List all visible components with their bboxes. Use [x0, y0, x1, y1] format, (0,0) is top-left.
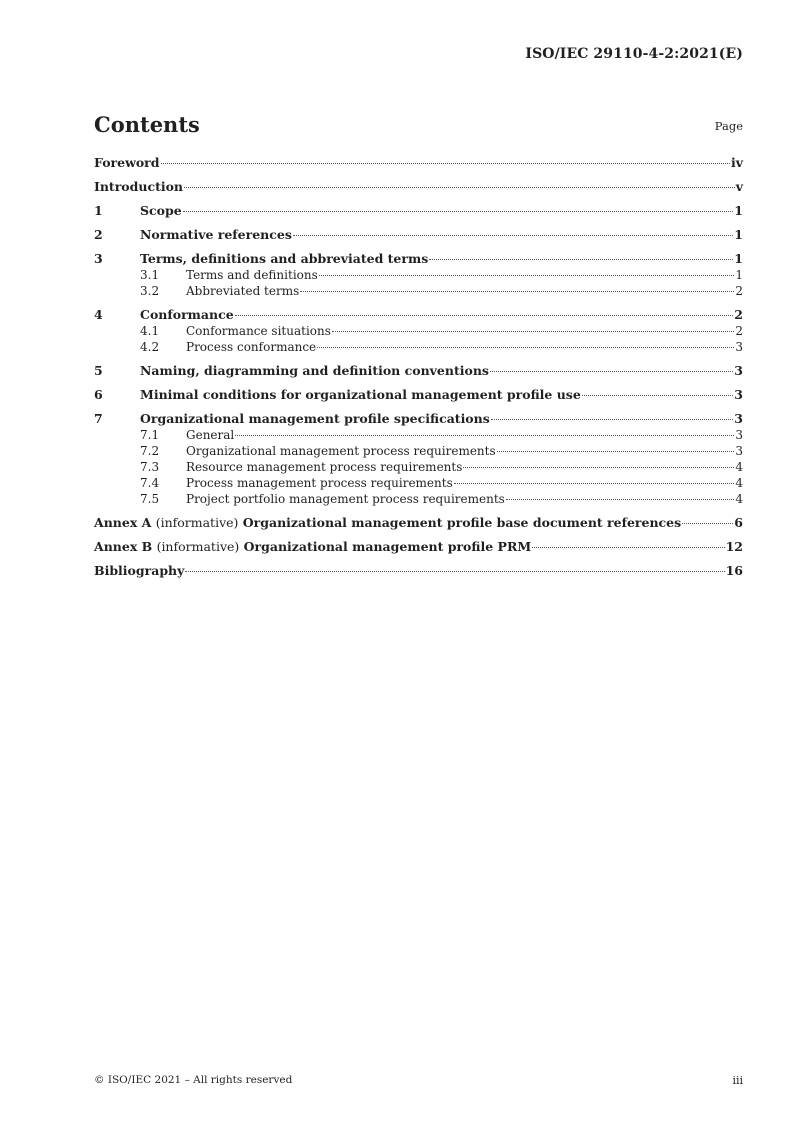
toc-page: iv — [730, 155, 743, 170]
toc-page: 3 — [735, 428, 743, 442]
toc-entry-foreword[interactable] — [94, 155, 743, 171]
contents-title: Contents — [94, 112, 200, 137]
toc-title: Foreword — [94, 155, 160, 170]
toc-number: 5 — [94, 363, 103, 378]
dot-leader — [235, 315, 734, 316]
dot-leader — [682, 523, 733, 524]
toc-title: Scope — [140, 203, 182, 218]
dot-leader — [317, 347, 734, 348]
annex-title: Organizational management profile base document references — [242, 515, 682, 530]
toc-title: Process conformance — [186, 340, 317, 354]
toc-page: 4 — [735, 460, 743, 474]
toc-page: 1 — [735, 268, 743, 282]
dot-leader — [183, 211, 734, 212]
toc-page: 1 — [734, 251, 743, 266]
toc-entry-normative-references[interactable] — [94, 227, 743, 243]
toc-entry-conformance-situations[interactable] — [94, 323, 743, 339]
toc-page: 6 — [734, 515, 743, 530]
dot-leader — [582, 395, 734, 396]
toc-page: 2 — [735, 284, 743, 298]
dot-leader — [293, 235, 733, 236]
annex-label: Annex A — [94, 515, 152, 530]
toc-entry-process-conformance[interactable] — [94, 339, 743, 355]
toc-entry-bibliography[interactable] — [94, 563, 743, 579]
document-code: ISO/IEC 29110-4-2:2021(E) — [525, 46, 743, 62]
toc-page: 1 — [734, 203, 743, 218]
toc-entry-terms-and-definitions[interactable] — [94, 267, 743, 283]
annex-label: Annex B — [94, 539, 153, 554]
page-column-label: Page — [714, 119, 743, 133]
dot-leader — [491, 419, 734, 420]
copyright-notice: © ISO/IEC 2021 – All rights reserved — [94, 1074, 293, 1086]
toc-number: 7.4 — [140, 476, 160, 490]
toc-number: 6 — [94, 387, 103, 402]
toc-number: 7.1 — [140, 428, 160, 442]
dot-leader — [319, 275, 735, 276]
toc-title: Process management process requirements — [186, 476, 453, 490]
toc-number: 4.2 — [140, 340, 160, 354]
annex-title: Organizational management profile PRM — [243, 539, 532, 554]
toc-entry-abbreviated-terms[interactable] — [94, 283, 743, 299]
toc-page: 3 — [735, 444, 743, 458]
annex-type: (informative) — [156, 539, 240, 554]
toc-title: Introduction — [94, 179, 184, 194]
toc-number: 3 — [94, 251, 103, 266]
toc-title: Bibliography — [94, 563, 185, 578]
dot-leader — [454, 483, 735, 484]
toc-title — [94, 539, 531, 555]
toc-title: Abbreviated terms — [186, 284, 300, 298]
dot-leader — [490, 371, 733, 372]
toc-number: 4 — [94, 307, 103, 322]
toc-title: Naming, diagramming and definition conventions — [140, 363, 489, 378]
toc-page: 4 — [735, 476, 743, 490]
toc-page: 2 — [735, 324, 743, 338]
toc-entry-terms-definitions[interactable] — [94, 251, 743, 267]
toc-page: 3 — [734, 363, 743, 378]
toc-number: 7 — [94, 411, 103, 426]
toc-entry-profile-specifications[interactable] — [94, 411, 743, 427]
toc-number: 3.2 — [140, 284, 160, 298]
table-of-contents — [94, 155, 743, 579]
toc-entry-conformance[interactable] — [94, 307, 743, 323]
toc-page: 3 — [734, 411, 743, 426]
toc-page: 12 — [725, 539, 743, 554]
toc-entry-resource-management-process[interactable] — [94, 459, 743, 475]
toc-title: Conformance — [140, 307, 234, 322]
toc-title: Project portfolio management process requirements — [186, 492, 505, 506]
toc-number: 7.2 — [140, 444, 160, 458]
toc-number: 7.3 — [140, 460, 160, 474]
dot-leader — [429, 259, 733, 260]
toc-entry-introduction[interactable] — [94, 179, 743, 195]
dot-leader — [184, 187, 735, 188]
toc-entry-organizational-management-process[interactable] — [94, 443, 743, 459]
toc-title: Organizational management profile specifications — [140, 411, 490, 426]
toc-page: 3 — [734, 387, 743, 402]
dot-leader — [161, 163, 730, 164]
toc-page: 1 — [734, 227, 743, 242]
dot-leader — [332, 331, 734, 332]
toc-number: 7.5 — [140, 492, 160, 506]
toc-entry-project-portfolio-process[interactable] — [94, 491, 743, 507]
dot-leader — [463, 467, 734, 468]
toc-entry-annex-b[interactable] — [94, 539, 743, 555]
toc-entry-general[interactable] — [94, 427, 743, 443]
dot-leader — [532, 547, 724, 548]
toc-page: 16 — [725, 563, 743, 578]
toc-entry-annex-a[interactable] — [94, 515, 743, 531]
toc-number: 3.1 — [140, 268, 160, 282]
toc-title: Resource management process requirements — [186, 460, 463, 474]
dot-leader — [235, 435, 734, 436]
toc-title: Conformance situations — [186, 324, 331, 338]
dot-leader — [300, 291, 734, 292]
toc-number: 4.1 — [140, 324, 160, 338]
toc-page: 4 — [735, 492, 743, 506]
toc-entry-naming-conventions[interactable] — [94, 363, 743, 379]
dot-leader — [185, 571, 724, 572]
toc-page: 2 — [734, 307, 743, 322]
toc-entry-process-management-process[interactable] — [94, 475, 743, 491]
toc-entry-minimal-conditions[interactable] — [94, 387, 743, 403]
toc-page: v — [735, 179, 743, 194]
annex-type: (informative) — [155, 515, 239, 530]
toc-title: Minimal conditions for organizational management profile use — [140, 387, 581, 402]
toc-title: Terms and definitions — [186, 268, 318, 282]
dot-leader — [506, 499, 735, 500]
page-number: iii — [732, 1074, 743, 1087]
toc-page: 3 — [735, 340, 743, 354]
toc-title — [94, 515, 681, 531]
toc-number: 1 — [94, 203, 103, 218]
toc-title: Normative references — [140, 227, 292, 242]
dot-leader — [497, 451, 735, 452]
toc-title: Terms, definitions and abbreviated terms — [140, 251, 429, 266]
toc-number: 2 — [94, 227, 103, 242]
toc-entry-scope[interactable] — [94, 203, 743, 219]
toc-title: General — [186, 428, 235, 442]
toc-title: Organizational management process requirements — [186, 444, 496, 458]
